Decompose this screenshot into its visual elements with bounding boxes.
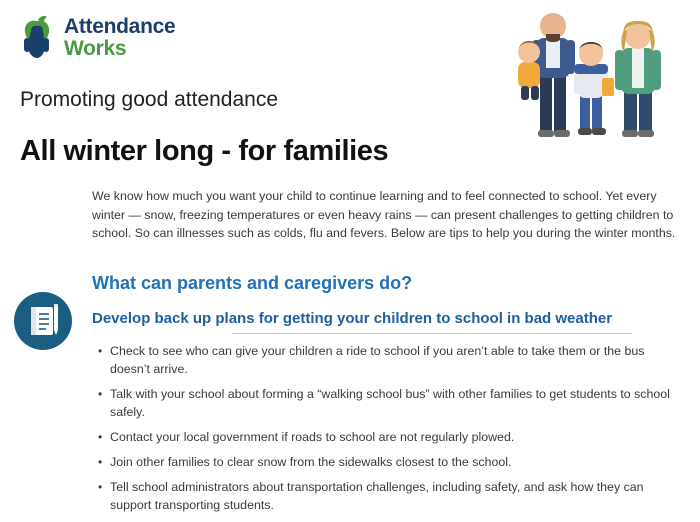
bullet-marker: • bbox=[98, 429, 103, 444]
list-item bbox=[92, 343, 686, 379]
page-title: All winter long - for families bbox=[20, 135, 389, 168]
list-item-text: Talk with your school about forming a “walking school bus” with other families to get students to school safely. bbox=[110, 386, 670, 419]
list-item bbox=[92, 454, 686, 472]
intro-paragraph: We know how much you want your child to continue learning and to feel connected to school. Yet every winter — snow, freezing temperatures or even heavy rains — can present challenges to getting children to school. So can illnesses such as colds, flu and fevers. Below are tips to help you during the winter months. bbox=[92, 189, 676, 241]
notebook-pencil-icon bbox=[14, 292, 72, 350]
bullet-marker: • bbox=[98, 454, 103, 469]
list-item-text: Check to see who can give your children a ride to school if you aren’t able to take them or the bus doesn’t arrive. bbox=[110, 344, 645, 376]
tips-list bbox=[92, 343, 686, 522]
family-illustration bbox=[488, 0, 688, 168]
list-item bbox=[92, 429, 686, 447]
heading-divider bbox=[232, 333, 632, 334]
site-logo bbox=[18, 14, 175, 60]
section-heading: What can parents and caregivers do? bbox=[92, 272, 413, 293]
list-item bbox=[92, 386, 686, 422]
logo-wordmark bbox=[64, 16, 175, 59]
subsection-heading: Develop back up plans for getting your children to school in bad weather bbox=[92, 310, 613, 327]
logo-line-1: Attendance bbox=[64, 14, 176, 38]
bullet-marker: • bbox=[98, 344, 103, 358]
bullet-marker: • bbox=[98, 386, 103, 401]
list-item-text: Contact your local government if roads to school are not regularly plowed. bbox=[110, 429, 515, 444]
bullet-marker: • bbox=[98, 479, 103, 494]
list-item-text: Join other families to clear snow from the sidewalks closest to the school. bbox=[110, 454, 512, 469]
apple-hand-logo-icon bbox=[18, 14, 56, 60]
page-kicker: Promoting good attendance bbox=[20, 88, 279, 111]
list-item bbox=[92, 479, 686, 515]
list-item-text: Tell school administrators about transportation challenges, including safety, and ask how they can support transporting students. bbox=[110, 479, 644, 512]
logo-line-2: Works bbox=[64, 36, 127, 60]
